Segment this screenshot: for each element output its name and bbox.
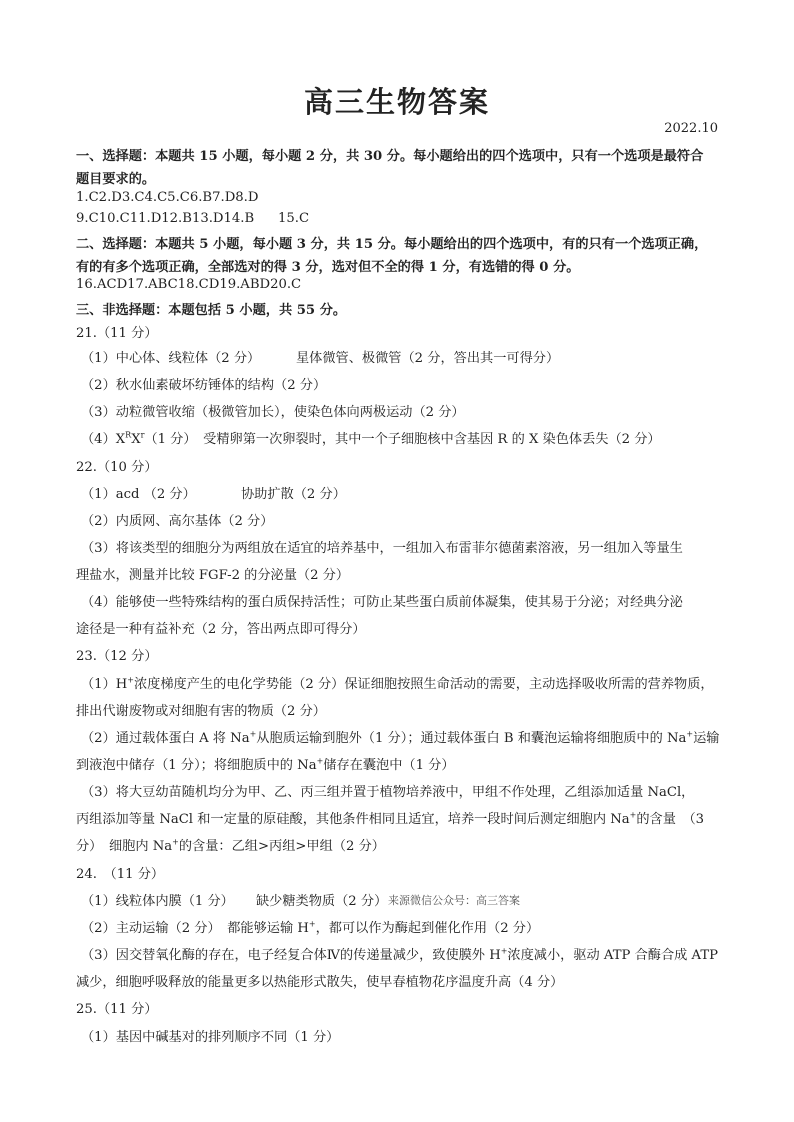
q21-answer-1 (81, 347, 731, 366)
superscript-r: r (140, 430, 145, 440)
q23-answer-3-cont (76, 808, 726, 827)
q23-answer-1-pre: （1）H (81, 677, 128, 692)
q24-answer-1a: （1）线粒体内膜（1 分） (81, 894, 234, 909)
q22-answer-2: （2）内质网、高尔基体（2 分） (81, 514, 274, 529)
source-note: 来源微信公众号：高三答案 (388, 894, 520, 907)
section2-heading-cont: 有的有多个选项正确，全部选对的得 3 分，选对但不全的得 1 分，有选错的得 0 分。 (76, 260, 580, 275)
q22-heading: 22.（10 分） (76, 460, 158, 475)
section1-heading: 一、选择题：本题共 15 小题，每小题 2 分，共 30 分。每小题给出的四个选项中，只有一个选项是最符合 (76, 149, 704, 164)
q24-answer-3-cont: 减少，细胞呼吸释放的能量更多以热能形式散失，使早春植物花序温度升高（4 分） (76, 975, 564, 990)
q23-answer-2-c: 运输 (693, 731, 720, 746)
section1-answers-row2 (76, 211, 726, 226)
superscript-plus: + (316, 756, 324, 766)
q23-answer-3-cont2 (76, 835, 726, 854)
q24-answer-1 (81, 890, 731, 909)
superscript-R: R (125, 430, 132, 440)
q21-answer-4-pre: （4）X (81, 432, 126, 447)
q23-answer-3-cont2-b: 的含量：乙组>丙组>甲组（2 分） (178, 839, 385, 854)
section1-answers-row2b: 15.C (278, 211, 310, 226)
q21-answer-1a: （1）中心体、线粒体（2 分） (81, 351, 261, 366)
superscript-plus: + (629, 810, 637, 820)
q24-answer-3-a: （3）因交替氧化酶的存在，电子经复合体Ⅳ的传递量减少，致使膜外 H (81, 948, 501, 963)
q23-answer-2-cont-a: 到液泡中储存（1 分）；将细胞质中的 Na (76, 758, 317, 773)
section2-answers: 16.ACD17.ABC18.CD19.ABD20.C (76, 277, 302, 292)
q24-answer-2-a: （2）主动运输（2 分） 都能够运输 H (81, 921, 309, 936)
q22-answer-1b: 协助扩散（2 分） (241, 487, 346, 502)
q23-heading: 23.（12 分） (76, 649, 158, 664)
q25-heading: 25.（11 分） (76, 1002, 158, 1017)
q22-answer-3-cont: 理盐水，测量并比较 FGF-2 的分泌量（2 分） (76, 568, 350, 583)
q24-heading: 24. （11 分） (76, 867, 165, 882)
document-date: 2022.10 (664, 121, 718, 136)
section1-answers-row2a: 9.C10.C11.D12.B13.D14.B (76, 211, 255, 226)
superscript-plus: + (249, 729, 257, 739)
superscript-plus: + (500, 946, 508, 956)
section3-heading: 三、非选择题：本题包括 5 小题，共 55 分。 (76, 303, 347, 318)
q23-answer-2-b: 从胞质运输到胞外（1 分）；通过载体蛋白 B 和囊泡运输将细胞质中的 Na (256, 731, 687, 746)
q22-answer-1 (81, 483, 731, 502)
q22-answer-4: （4）能够使一些特殊结构的蛋白质保持活性；可防止某些蛋白质前体凝集，使其易于分泌；对经典分泌 (81, 595, 683, 610)
q21-answer-4-post: （1 分） 受精卵第一次卵裂时，其中一个子细胞核中含基因 R 的 X 染色体丢失（2 分） (144, 432, 661, 447)
q23-answer-2-cont (76, 754, 726, 773)
q23-answer-2-cont-b: 储存在囊泡中（1 分） (323, 758, 455, 773)
q23-answer-3: （3）将大豆幼苗随机均分为甲、乙、丙三组并置于植物培养液中，甲组不作处理，乙组添加适量 NaCl， (81, 785, 695, 800)
q21-answer-3: （3）动粒微管收缩（极微管加长），使染色体向两极运动（2 分） (81, 405, 465, 420)
q23-answer-2-a: （2）通过载体蛋白 A 将 Na (81, 731, 250, 746)
q25-answer-1: （1）基因中碱基对的排列顺序不同（1 分） (81, 1030, 340, 1045)
q23-answer-3-cont2-a: 分） 细胞内 Na (76, 839, 173, 854)
section2-heading: 二、选择题：本题共 5 小题，每小题 3 分，共 15 分。每小题给出的四个选项中，有的只有一个选项正确， (76, 237, 708, 252)
q21-answer-2: （2）秋水仙素破坏纺锤体的结构（2 分） (81, 378, 327, 393)
page-title: 高三生物答案 (303, 85, 490, 119)
q23-answer-1-cont: 排出代谢废物或对细胞有害的物质（2 分） (76, 704, 326, 719)
q24-answer-2 (81, 917, 731, 936)
superscript-plus: + (686, 729, 694, 739)
q23-answer-1-post: 浓度梯度产生的电化学势能（2 分）保证细胞按照生命活动的需要，主动选择吸收所需的营养物质， (133, 677, 714, 692)
q24-answer-1b: 缺少糖类物质（2 分） (256, 894, 388, 909)
q22-answer-3: （3）将该类型的细胞分为两组放在适宜的培养基中，一组加入布雷菲尔德菌素溶液，另一组加入等量生 (81, 541, 683, 556)
q23-answer-1 (81, 673, 731, 692)
section1-heading-cont: 题目要求的。 (76, 172, 156, 187)
q23-answer-2 (81, 727, 731, 746)
q21-answer-4-mid: X (131, 432, 141, 447)
q21-answer-1b: 星体微管、极微管（2 分，答出其一可得分） (296, 351, 560, 366)
q21-heading: 21.（11 分） (76, 326, 158, 341)
q22-answer-4-cont: 途径是一种有益补充（2 分，答出两点即可得分） (76, 622, 366, 637)
q22-answer-1a: （1）acd （2 分） (81, 487, 196, 502)
q23-answer-3-cont-b: 的含量 （3 (636, 812, 705, 827)
superscript-plus: + (172, 837, 179, 847)
q24-answer-3 (81, 944, 731, 963)
superscript-plus: + (127, 675, 134, 685)
q24-answer-2-b: ，都可以作为酶起到催化作用（2 分） (315, 921, 540, 936)
q21-answer-4 (81, 428, 731, 447)
q24-answer-3-b: 浓度减小，驱动 ATP 合酶合成 ATP (507, 948, 718, 963)
section1-answers-row1: 1.C2.D3.C4.C5.C6.B7.D8.D (76, 190, 259, 205)
superscript-plus: + (308, 919, 316, 929)
q23-answer-3-cont-a: 丙组添加等量 NaCl 和一定量的原硅酸，其他条件相同且适宜，培养一段时间后测定细胞内 Na (76, 812, 630, 827)
